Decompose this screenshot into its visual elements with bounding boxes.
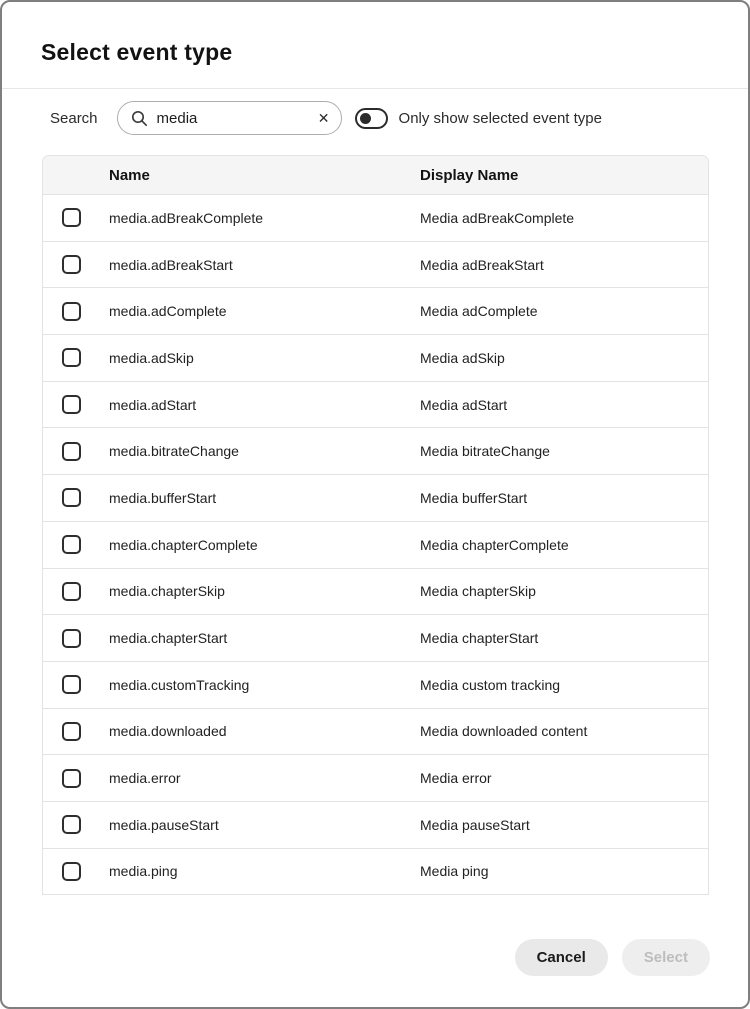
select-button[interactable]: Select xyxy=(622,939,710,976)
event-display-name-cell: Media bufferStart xyxy=(420,489,528,506)
table-row[interactable] xyxy=(43,242,708,289)
row-checkbox[interactable] xyxy=(62,815,81,834)
event-name-cell: media.bufferStart xyxy=(109,489,217,506)
event-name-cell: media.error xyxy=(109,770,181,787)
row-checkbox[interactable] xyxy=(62,442,81,461)
row-checkbox[interactable] xyxy=(62,255,81,274)
table-row[interactable] xyxy=(43,802,708,849)
event-display-name-cell: Media custom tracking xyxy=(420,676,561,693)
table-row[interactable] xyxy=(43,475,708,522)
toggle-knob-icon xyxy=(360,113,371,124)
event-display-name-cell: Media chapterComplete xyxy=(420,536,569,553)
search-label: Search xyxy=(50,109,98,127)
row-checkbox[interactable] xyxy=(62,629,81,648)
event-display-name-cell: Media ping xyxy=(420,863,489,880)
event-name-cell: media.ping xyxy=(109,863,178,880)
event-display-name-cell: Media error xyxy=(420,770,492,787)
event-display-name-cell: Media bitrateChange xyxy=(420,443,550,460)
table-header-row xyxy=(43,156,708,195)
event-display-name-cell: Media adComplete xyxy=(420,303,538,320)
event-name-cell: media.chapterStart xyxy=(109,630,228,647)
row-checkbox[interactable] xyxy=(62,488,81,507)
row-checkbox[interactable] xyxy=(62,582,81,601)
event-display-name-cell: Media adBreakStart xyxy=(420,256,544,273)
table-row[interactable] xyxy=(43,522,708,569)
row-checkbox[interactable] xyxy=(62,395,81,414)
event-display-name-cell: Media downloaded content xyxy=(420,723,588,740)
search-icon xyxy=(131,110,148,127)
row-checkbox[interactable] xyxy=(62,722,81,741)
event-type-table xyxy=(42,155,709,895)
clear-search-icon[interactable]: ✕ xyxy=(317,110,330,126)
search-input[interactable] xyxy=(157,110,312,127)
row-checkbox[interactable] xyxy=(62,862,81,881)
table-row[interactable] xyxy=(43,428,708,475)
only-show-selected-label: Only show selected event type xyxy=(398,109,602,127)
event-name-cell: media.adComplete xyxy=(109,303,227,320)
event-name-cell: media.adSkip xyxy=(109,349,194,366)
event-name-cell: media.chapterSkip xyxy=(109,583,225,600)
event-display-name-cell: Media chapterSkip xyxy=(420,583,536,600)
table-body xyxy=(43,195,708,895)
cancel-button[interactable]: Cancel xyxy=(515,939,608,976)
controls-row xyxy=(2,89,748,155)
table-row[interactable] xyxy=(43,709,708,756)
row-checkbox[interactable] xyxy=(62,769,81,788)
dialog-title: Select event type xyxy=(41,39,233,65)
event-name-cell: media.adBreakStart xyxy=(109,256,233,273)
event-display-name-cell: Media adBreakComplete xyxy=(420,209,575,226)
row-checkbox[interactable] xyxy=(62,302,81,321)
table-row[interactable] xyxy=(43,195,708,242)
event-display-name-cell: Media adStart xyxy=(420,396,508,413)
table-row[interactable] xyxy=(43,849,708,895)
only-show-selected-toggle[interactable] xyxy=(355,108,388,129)
event-name-cell: media.bitrateChange xyxy=(109,443,239,460)
table-row[interactable] xyxy=(43,615,708,662)
event-display-name-cell: Media chapterStart xyxy=(420,630,539,647)
event-name-cell: media.adStart xyxy=(109,396,197,413)
search-field[interactable] xyxy=(117,101,342,135)
event-name-cell: media.downloaded xyxy=(109,723,227,740)
row-checkbox[interactable] xyxy=(62,535,81,554)
row-checkbox[interactable] xyxy=(62,348,81,367)
dialog-header xyxy=(2,2,748,89)
event-name-cell: media.pauseStart xyxy=(109,816,219,833)
column-header-display-name: Display Name xyxy=(420,166,519,184)
event-name-cell: media.customTracking xyxy=(109,676,250,693)
event-display-name-cell: Media adSkip xyxy=(420,349,505,366)
row-checkbox[interactable] xyxy=(62,675,81,694)
table-row[interactable] xyxy=(43,382,708,429)
event-display-name-cell: Media pauseStart xyxy=(420,816,530,833)
event-name-cell: media.chapterComplete xyxy=(109,536,258,553)
dialog-footer xyxy=(2,939,748,976)
column-header-name: Name xyxy=(109,166,150,184)
event-name-cell: media.adBreakComplete xyxy=(109,209,264,226)
table-row[interactable] xyxy=(43,569,708,616)
table-row[interactable] xyxy=(43,662,708,709)
table-row[interactable] xyxy=(43,755,708,802)
table-row[interactable] xyxy=(43,288,708,335)
table-row[interactable] xyxy=(43,335,708,382)
row-checkbox[interactable] xyxy=(62,208,81,227)
